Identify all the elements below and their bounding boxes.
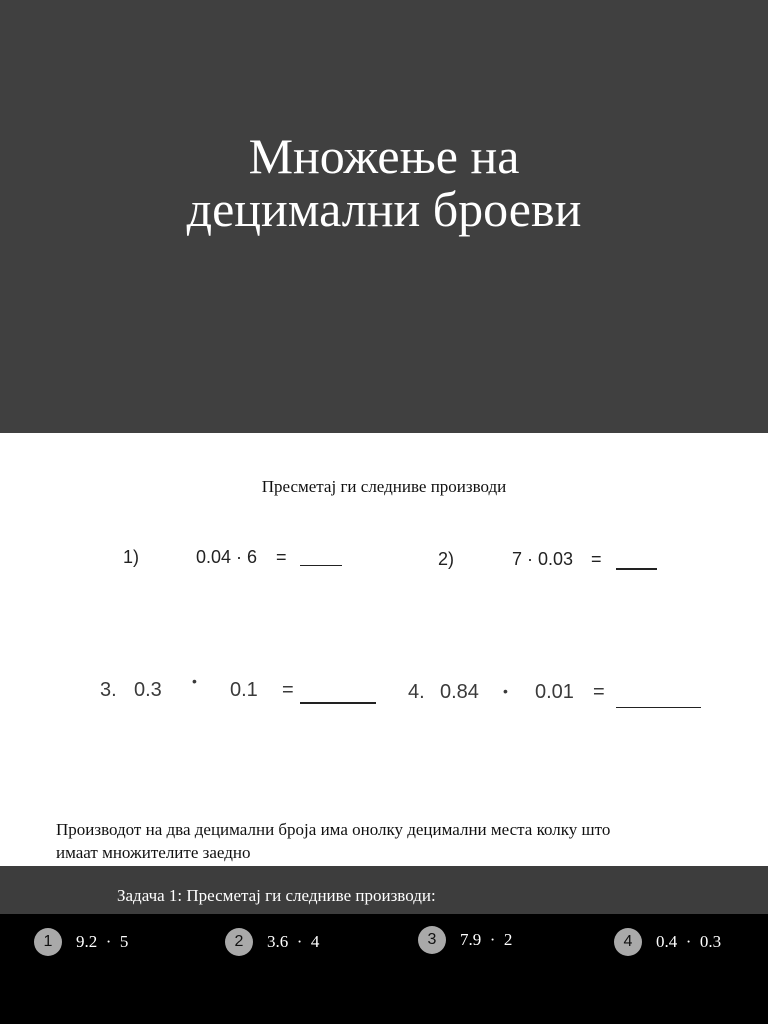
rule-line-2: имаат множителите заедно (56, 843, 251, 862)
exercise-instruction: Пресметај ги следниве производи (261, 477, 507, 496)
exercise-1-label: 1) (123, 547, 140, 567)
exercise-4-answer-blank (616, 707, 701, 708)
exercise-slide (0, 433, 768, 866)
exercise-2-answer-blank (616, 568, 657, 570)
task-item-1 (34, 928, 128, 956)
exercise-4-operator: • (503, 683, 508, 699)
exercise-1-equals: = (276, 547, 287, 567)
exercise-2-label: 2) (438, 549, 455, 569)
task-number-badge: 1 (34, 928, 62, 956)
exercise-4-label: 4. (408, 681, 425, 703)
task-item-2 (225, 928, 319, 956)
exercise-3-label: 3. (100, 679, 117, 701)
exercise-3-answer-blank (300, 702, 376, 704)
title-line-1: Множење на (248, 128, 520, 184)
title-line-2: децимални броеви (186, 181, 582, 237)
task-item-4 (614, 928, 721, 956)
task-expression: 3.6 · 4 (267, 932, 320, 951)
exercise-4-factor-b: 0.01 (535, 681, 574, 703)
task-number-badge: 2 (225, 928, 253, 956)
task-expression: 0.4 · 0.3 (656, 932, 722, 951)
task-number-badge: 4 (614, 928, 642, 956)
task-items-bar (0, 914, 768, 1024)
task-number-badge: 3 (418, 926, 446, 954)
task-header-bar (0, 866, 768, 914)
task-expression: 7.9 · 2 (460, 930, 513, 949)
exercise-4-factor-a: 0.84 (440, 681, 479, 703)
exercise-3-factor-a: 0.3 (134, 679, 162, 701)
task-expression: 9.2 · 5 (76, 932, 129, 951)
exercise-1-expression: 0.04 · 6 (196, 547, 258, 567)
task-item-3 (418, 926, 512, 954)
exercise-3-equals: = (282, 679, 294, 701)
slide-title (0, 130, 768, 236)
exercise-3-operator: • (192, 673, 197, 689)
exercise-2-equals: = (591, 549, 602, 569)
exercise-4-equals: = (593, 681, 605, 703)
rule-statement (56, 818, 716, 864)
exercise-1-answer-blank (300, 565, 342, 566)
title-slide (0, 0, 768, 433)
exercise-3-factor-b: 0.1 (230, 679, 258, 701)
task-title: Задача 1: Пресметај ги следниве производи: (117, 886, 436, 905)
rule-line-1: Производот на два децимални броја има онолку децимални места колку што (56, 820, 611, 839)
exercise-2-expression: 7 · 0.03 (512, 549, 574, 569)
